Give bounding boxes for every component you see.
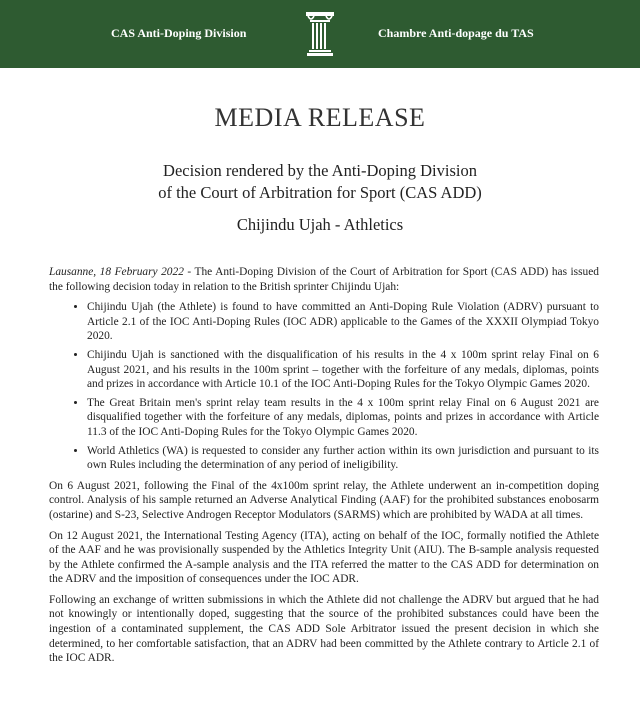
place-date: Lausanne, 18 February 2022 [49,266,184,278]
decision-item: • Chijindu Ujah is sanctioned with the disqualification of his results in the 4 x 100m sprint relay Final on 6 August 2021, and his results in the 100m sprint – together with the forfeiture of any medals, diplomas, points and prizes in accordance with Article 10.1 of the IOC Anti-Doping Rules for the Tokyo Olympic Games 2020. [87,348,599,392]
decision-item: • Chijindu Ujah (the Athlete) is found to have committed an Anti-Doping Rule Violation (ADRV) pursuant to Article 2.1 of the IOC Anti-Doping Rules (IOC ADR) applicable to the Games of the XXXII Olympiad Tokyo 2020. [87,300,599,344]
subtitle-line-1: Decision rendered by the Anti-Doping Division [163,161,477,180]
release-body [49,265,599,672]
header-left-text: CAS Anti-Doping Division [111,26,247,40]
athlete-line: Chijindu Ujah - Athletics [236,215,404,234]
subtitle [0,160,640,204]
intro-paragraph [49,265,599,294]
page-title: MEDIA RELEASE [214,103,426,132]
column-icon [304,10,336,56]
header-right-text: Chambre Anti-dopage du TAS [378,26,534,40]
body-paragraph: On 6 August 2021, following the Final of the 4x100m sprint relay, the Athlete underwent an in-competition doping control. Analysis of his sample returned an Adverse Analytical Finding (AAF) for the prohibited substances enobosarm (ostarine) and S-23, Selective Androgen Receptor Modulators (SARMS) which are prohibited by WADA at all times. [49,479,599,521]
decision-item: • The Great Britain men's sprint relay team results in the 4 x 100m sprint relay Final on 6 August 2021 are disqualified together with the forfeiture of any medals, diplomas, points and prizes in accordance with Article 11.3 of the IOC Anti-Doping Rules for the Tokyo Olympic Games 2020. [87,396,599,440]
body-paragraph: On 12 August 2021, the International Testing Agency (ITA), acting on behalf of the IOC, formally notified the Athlete of the AAF and he was provisionally suspended by the Athletics Integrity Unit (AIU). The B-sample analysis requested by the Athlete confirmed the A-sample analysis and the ITA referred the matter to the CAS ADD for determination on the ADRV and the imposition of consequences under the IOC ADR. [49,529,599,586]
body-paragraph: Following an exchange of written submissions in which the Athlete did not challenge the ADRV but argued that he had not knowingly or intentionally doped, suggesting that the source of the prohibited substances could have been the ingestion of a contaminated supplement, the CAS ADD Sole Arbitrator issued the present decision in which she determined, to her comfortable satisfaction, that an ADRV had been committed by the Athlete contrary to Article 2.1 of the IOC ADR. [49,593,599,665]
decision-list [49,300,599,473]
intro-text: - The Anti-Doping Division of the Court of Arbitration for Sport (CAS ADD) has issued the following decision today in relation to the British sprinter Chijindu Ujah: [49,266,599,293]
subtitle-line-2: of the Court of Arbitration for Sport (CAS ADD) [158,183,482,202]
decision-item: • World Athletics (WA) is requested to consider any further action within its own jurisdiction and pursuant to its own Rules including the determination of any period of ineligibility. [87,444,599,473]
header-banner [0,0,640,68]
